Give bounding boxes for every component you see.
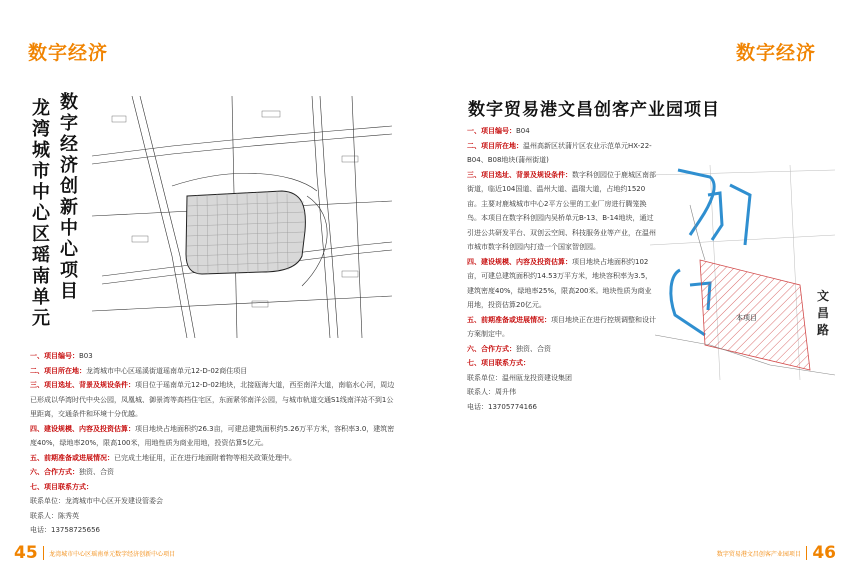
page-number-right: 46 (812, 543, 836, 563)
road-label: 文昌路 (817, 289, 830, 337)
vertical-title-project: 数字经济创新中心项目 (60, 92, 78, 302)
project-title-right: 数字贸易港文昌创客产业园项目 (468, 100, 720, 120)
site-plan-map (92, 96, 392, 338)
left-project-info: 一、项目编号：B03 二、项目所在地：龙湾城市中心区瑶溪街道瑶南单元12-D-02商住项目 三、项目选址、背景及规设条件：项目位于瑶南单元12-D-02地块，北接瓯海大道，西至南洋大道，南临水心河，周边已形成以华湾时代中央公园，凤凰城、御景湾等高档住宅区，东面紧邻南洋公园，与城市轨道交通S1线南洋站不到1公里距离，交通条件和环境十分优越。 四、建设规模、内容及投资估算：项目地块占地面积约26.3亩，可建总建筑面积约5.26万平方米，容积率3.0，建筑密度40%，绿地率20%，限高100米，用地性质为商业用地，投资估算5亿元。 五、前期准备或进展情况：已完成土地征用，正在进行地面附着物等相关政策处理中。 六、合作方式：独资、合资 七、项目联系方式： 联系单位：龙湾城市中心区开发建设管委会 联系人：陈秀英 电话：13758725656 (30, 352, 395, 534)
park-location-map (650, 165, 835, 380)
vertical-title-location: 龙湾城市中心区瑶南单元 (32, 98, 50, 329)
section-header-right: 数字经济 (735, 42, 816, 64)
footer-text-left: 龙湾城市中心区瑶南单元数字经济创新中心项目 (49, 550, 176, 558)
footer-left (14, 543, 175, 563)
footer-divider-right (806, 546, 808, 560)
footer-text-right: 数字贸易港文昌创客产业园项目 (716, 550, 801, 558)
footer-right (717, 543, 836, 563)
footer-divider-left (43, 546, 45, 560)
park-map-label: 本项目 (736, 314, 757, 322)
section-header-left: 数字经济 (28, 42, 109, 64)
right-project-info: 一、项目编号：B04 二、项目所在地：温州高新区状蒲片区农业示范单元HX-22-B04、B08地块(蒲州街道) 三、项目选址、背景及规设条件：数字科创园位于鹿城区南部街道，临近104国道、温州大道、温瑞大道，占地约1520亩。主要对鹿城城市中心2平方公里的工业厂房进行腾笼换鸟。本项目在数字科创园内吴桥单元B-13、B-14地块，通过引进公共研发平台、双创云空间、科技服务业等产业，在温州市城市数字科创园内打造一个国家智创园。 四、建设规模、内容及投资估算：项目地块占地面积约102亩，可建总建筑面积约14.53万平方米，地块容积率为3.5，建筑密度40%，绿地率25%，限高200米。地块性质为商业用地，投资估算20亿元。 五、前期准备或进展情况：项目地块正在进行控规调整和设计方案制定中。 六、合作方式：独资、合资 七、项目联系方式： 联系单位：温州瓯龙投资建设集团 联系人：周升伟 电话：13705774166 (467, 127, 656, 411)
page-number-left: 45 (14, 543, 38, 563)
